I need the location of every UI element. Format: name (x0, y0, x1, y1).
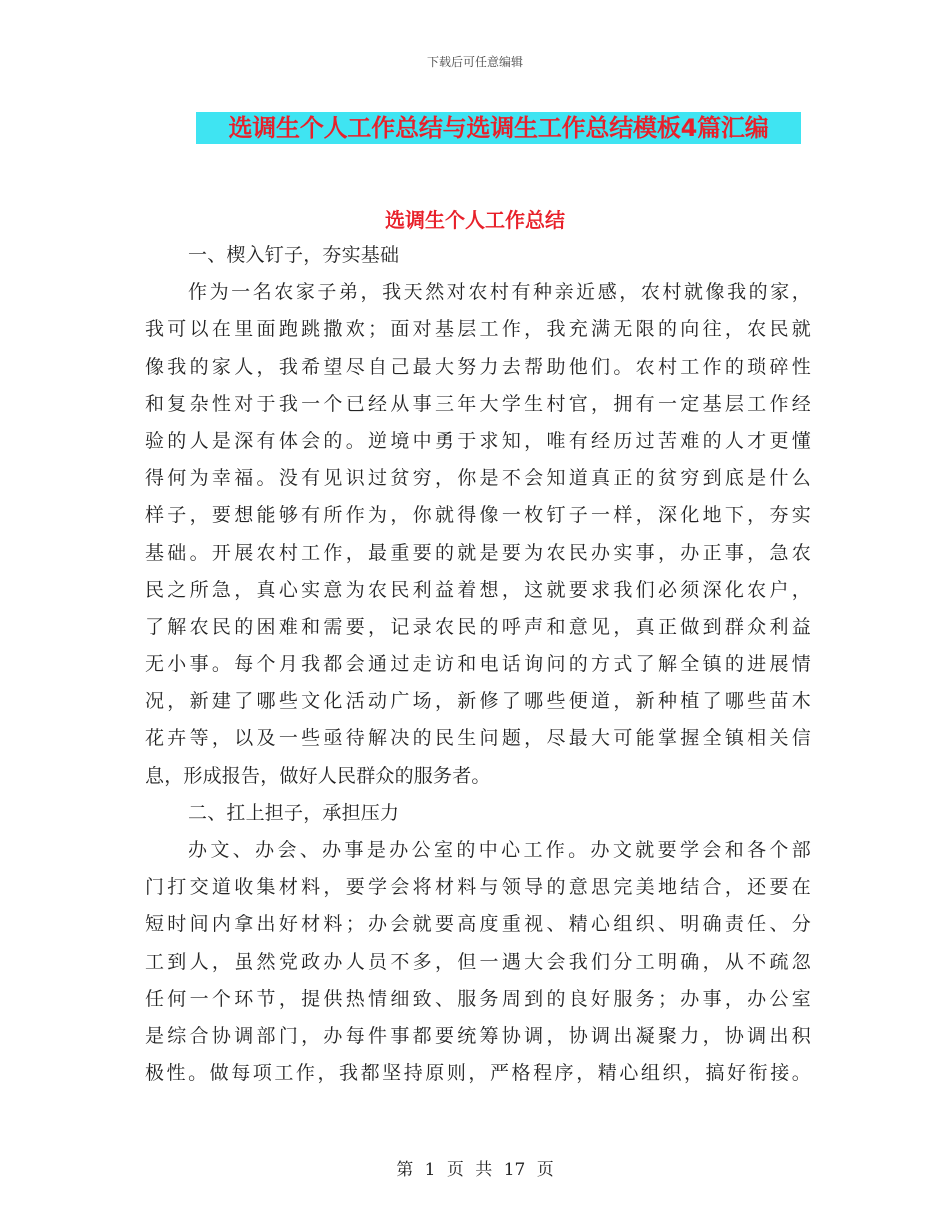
header-note: 下载后可任意编辑 (426, 55, 523, 69)
paragraph-line: 样子，要想能够有所作为，你就得像一枚钉子一样，深化地下，夯实 (145, 504, 811, 527)
page-number: 第 1 页 共 17 页 (396, 1160, 554, 1180)
paragraph-line: 工到人，虽然党政办人员不多，但一遇大会我们分工明确，从不疏忽 (145, 950, 811, 973)
body-text (145, 219, 811, 1092)
paragraph-line: 门打交道收集材料，要学会将材料与领导的意思完美地结合，还要在 (145, 876, 811, 899)
paragraph-line: 像我的家人，我希望尽自己最大努力去帮助他们。农村工作的琐碎性 (145, 355, 811, 378)
paragraph-line: 况，新建了哪些文化活动广场，新修了哪些便道，新种植了哪些苗木 (145, 690, 811, 713)
paragraph-line: 基础。开展农村工作，最重要的就是要为农民办实事，办正事，急农 (145, 541, 811, 564)
paragraph-line: 得何为幸福。没有见识过贫穷，你是不会知道真正的贫穷到底是什么 (145, 467, 811, 490)
paragraph-line: 办文、办会、办事是办公室的中心工作。办文就要学会和各个部 (188, 839, 811, 861)
paragraph-line: 是综合协调部门，办每件事都要统筹协调，协调出凝聚力，协调出积 (145, 1024, 811, 1047)
paragraph-line: 和复杂性对于我一个已经从事三年大学生村官，拥有一定基层工作经 (145, 392, 811, 415)
paragraph-line: 任何一个环节，提供热情细致、服务周到的良好服务；办事，办公室 (145, 987, 811, 1010)
paragraph-line: 民之所急，真心实意为农民利益着想，这就要求我们必须深化农户， (145, 578, 811, 601)
paragraph-line: 极性。做每项工作，我都坚持原则，严格程序，精心组织，搞好衔接。 (145, 1062, 811, 1085)
document-title: 选调生个人工作总结与选调生工作总结模板4篇汇编 (196, 112, 801, 144)
paragraph-line: 无小事。每个月我都会通过走访和电话询问的方式了解全镇的进展情 (145, 653, 811, 676)
paragraph-line: 短时间内拿出好材料；办会就要高度重视、精心组织、明确责任、分 (145, 913, 811, 936)
paragraph-line: 验的人是深有体会的。逆境中勇于求知，唯有经历过苦难的人才更懂 (145, 429, 811, 452)
heading-2: 二、扛上担子，承担压力 (188, 801, 400, 824)
paragraph-line: 花卉等，以及一些亟待解决的民生问题，尽最大可能掌握全镇相关信 (145, 727, 811, 750)
paragraph-line: 了解农民的困难和需要，记录农民的呼声和意见，真正做到群众利益 (145, 615, 811, 638)
paragraph-line: 作为一名农家子弟，我天然对农村有种亲近感，农村就像我的家， (188, 281, 811, 304)
paragraph-line: 我可以在里面跑跳撒欢；面对基层工作，我充满无限的向往，农民就 (145, 318, 811, 341)
paragraph-line: 息，形成报告，做好人民群众的服务者。 (145, 764, 491, 787)
section-title: 选调生个人工作总结 (385, 208, 565, 232)
heading-1: 一、楔入钉子，夯实基础 (188, 244, 400, 266)
